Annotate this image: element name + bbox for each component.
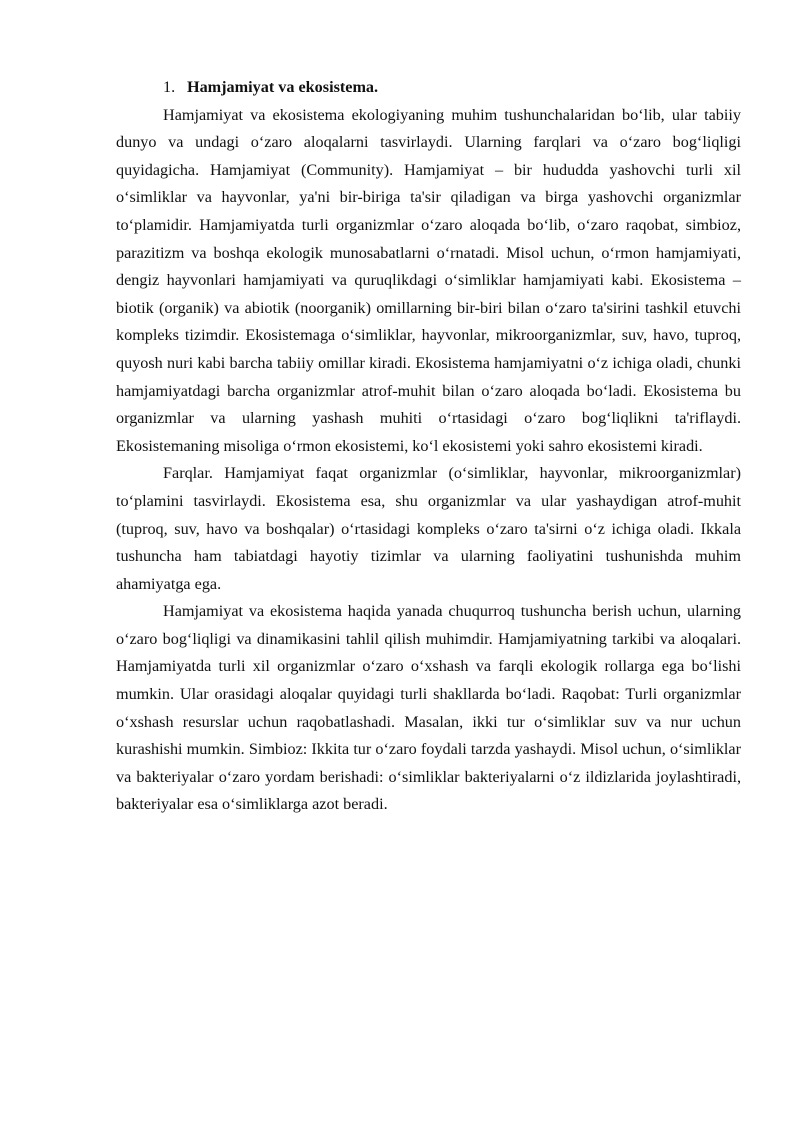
section-title: Hamjamiyat va ekosistema.	[187, 78, 379, 96]
section-heading	[116, 74, 741, 102]
document-body	[116, 74, 741, 819]
section-number: 1.	[163, 78, 176, 96]
paragraph-relationships: Hamjamiyat va ekosistema haqida yanada chuqurroq tushuncha berish uchun, ularning o‘zaro bog‘liqligi va dinamikasini tahlil qilish muhimdir. Hamjamiyatning tarkibi va aloqalari. Hamjamiyatda turli xil organizmlar o‘zaro o‘xshash va farqli ekologik rollarga ega bo‘lishi mumkin. Ular orasidagi aloqalar quyidagi turli shakllarda bo‘ladi. Raqobat: Turli organizmlar o‘xshash resurslar uchun raqobatlashadi. Masalan, ikki tur o‘simliklar suv va nur uchun kurashishi mumkin. Simbioz: Ikkita tur o‘zaro foydali tarzda yashaydi. Misol uchun, o‘simliklar va bakteriyalar o‘zaro yordam berishadi: o‘simliklar bakteriyalarni o‘z ildizlarida joylashtiradi, bakteriyalar esa o‘simliklarga azot beradi.	[116, 602, 741, 814]
paragraph-differences: Farqlar. Hamjamiyat faqat organizmlar (o‘simliklar, hayvonlar, mikroorganizmlar) to‘plamini tasvirlaydi. Ekosistema esa, shu organizmlar va ular yashaydigan atrof-muhit (tuproq, suv, havo va boshqalar) o‘rtasidagi kompleks o‘zaro ta'sirni o‘z ichiga oladi. Ikkala tushuncha ham tabiatdagi hayotiy tizimlar va ularning faoliyatini tushunishda muhim ahamiyatga ega.	[116, 464, 741, 593]
paragraph-intro: Hamjamiyat va ekosistema ekologiyaning muhim tushunchalaridan bo‘lib, ular tabiiy dunyo va undagi o‘zaro aloqalarni tasvirlaydi. Ularning farqlari va o‘zaro bog‘liqligi quyidagicha. Hamjamiyat (Community). Hamjamiyat – bir hududda yashovchi turli xil o‘simliklar va hayvonlar, ya'ni bir-biriga ta'sir qiladigan va birga yashovchi organizmlar to‘plamidir. Hamjamiyatda turli organizmlar o‘zaro aloqada bo‘lib, o‘zaro raqobat, simbioz, parazitizm va boshqa ekologik munosabatlarni o‘rnatadi. Misol uchun, o‘rmon hamjamiyati, dengiz hayvonlari hamjamiyati va quruqlikdagi o‘simliklar hamjamiyati kabi. Ekosistema – biotik (organik) va abiotik (noorganik) omillarning bir-biri bilan o‘zaro ta'sirini tashkil etuvchi kompleks tizimdir. Ekosistemaga o‘simliklar, hayvonlar, mikroorganizmlar, suv, havo, tuproq, quyosh nuri kabi barcha tabiiy omillar kiradi. Ekosistema hamjamiyatni o‘z ichiga oladi, chunki hamjamiyatdagi barcha organizmlar atrof-muhit bilan o‘zaro aloqada bo‘ladi. Ekosistema bu organizmlar va ularning yashash muhiti o‘rtasidagi o‘zaro bog‘liqlikni ta'riflaydi. Ekosistemaning misoliga o‘rmon ekosistemi, ko‘l ekosistemi yoki sahro ekosistemi kiradi.	[116, 105, 741, 455]
